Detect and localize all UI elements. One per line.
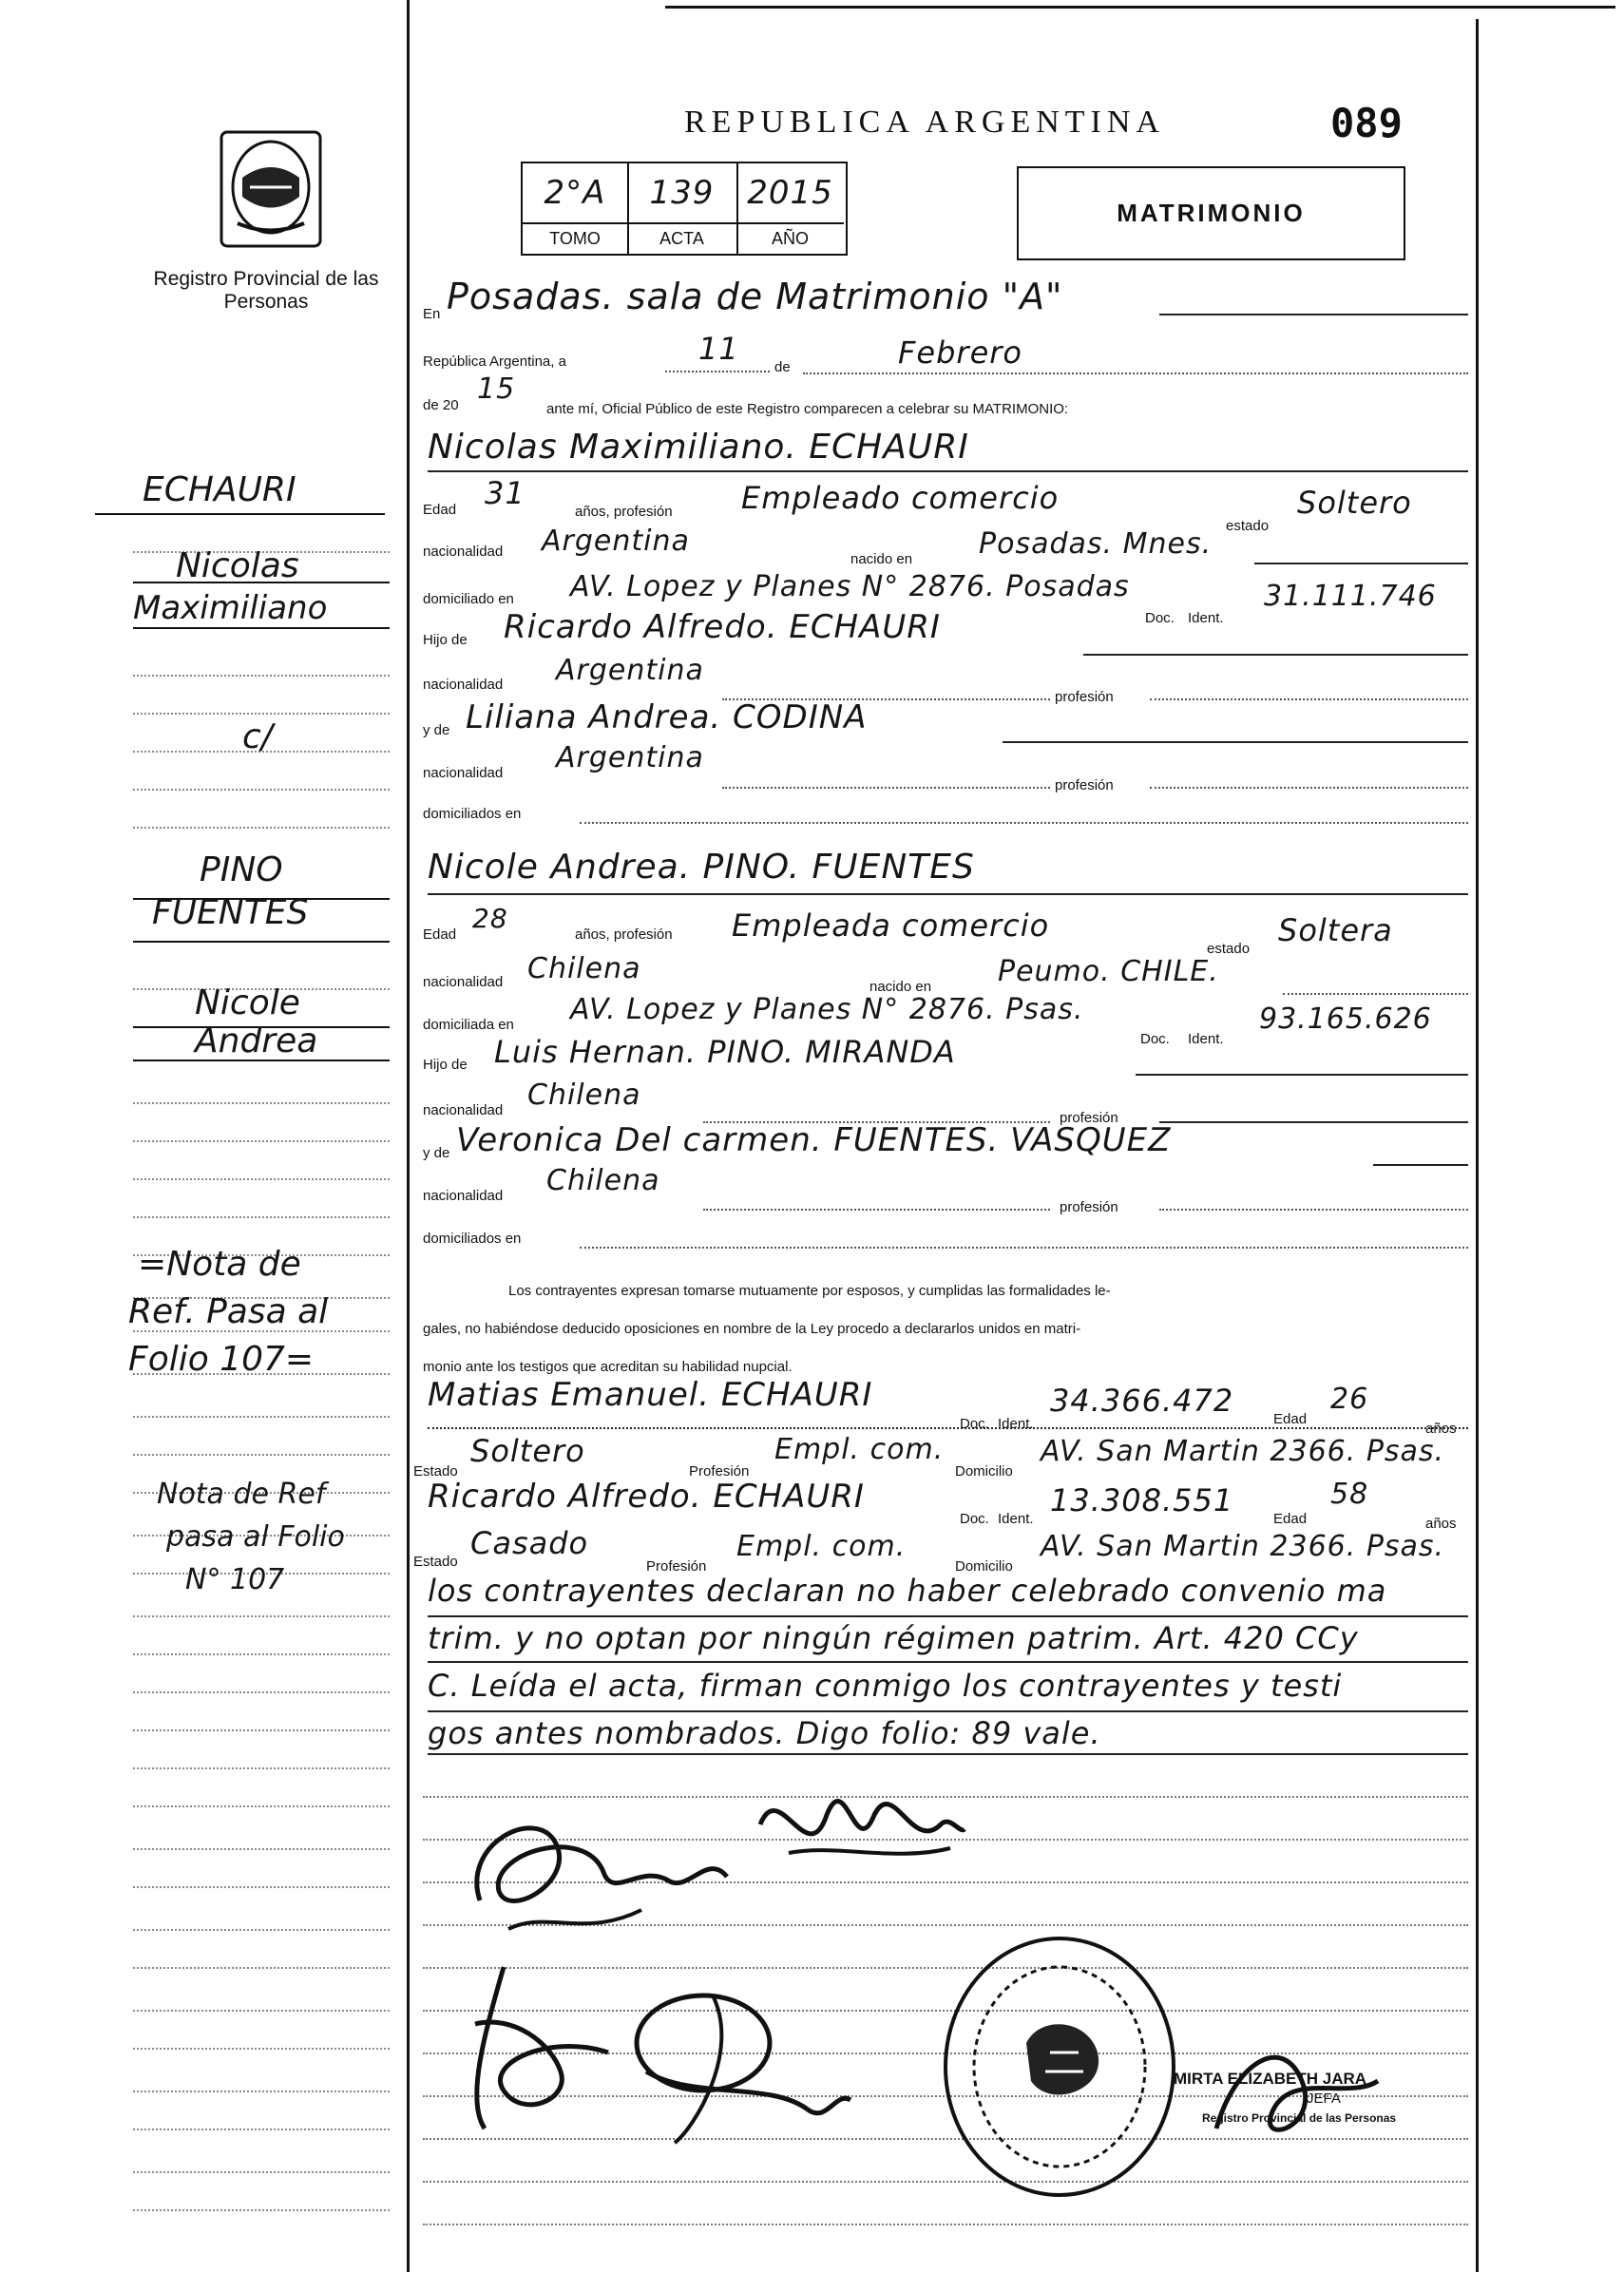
groom-father: Ricardo Alfredo. ECHAURI xyxy=(504,608,941,646)
official-signature-icon xyxy=(1197,2024,1387,2157)
anos-profesion-label-2: años, profesión xyxy=(575,926,673,943)
nacionalidad-label-6: nacionalidad xyxy=(423,1188,504,1204)
estado-label: estado xyxy=(1226,518,1270,534)
witness-2-age: 58 xyxy=(1330,1478,1369,1511)
nacionalidad-label-5: nacionalidad xyxy=(423,1102,504,1118)
groom-status: Soltero xyxy=(1297,485,1412,521)
y-de-label-2: y de xyxy=(423,1145,450,1161)
margin-note-2a: Nota de Ref xyxy=(157,1478,326,1511)
de-label: de xyxy=(774,359,791,375)
ident-label: Ident. xyxy=(1188,610,1224,626)
witness-1-address: AV. San Martin 2366. Psas. xyxy=(1041,1435,1445,1468)
witness-2-name: Ricardo Alfredo. ECHAURI xyxy=(428,1478,865,1516)
w2-domicilio-label: Domicilio xyxy=(955,1558,1013,1575)
republic-label: República Argentina, a xyxy=(423,353,566,370)
official-office: Registro Provincial de las Personas xyxy=(1202,2111,1397,2125)
witness-1-name: Matias Emanuel. ECHAURI xyxy=(428,1376,873,1414)
domiciliados-label: domiciliados en xyxy=(423,806,522,822)
groom-doc: 31.111.746 xyxy=(1264,580,1437,613)
w2-ident-label: Ident. xyxy=(998,1511,1034,1527)
acta-label: ACTA xyxy=(627,222,738,254)
witness-2-profession: Empl. com. xyxy=(736,1530,907,1563)
w1-anos-label: años xyxy=(1425,1421,1457,1437)
edad-label: Edad xyxy=(423,502,457,518)
place-value: Posadas. sala de Matrimonio "A" xyxy=(447,276,1063,317)
appear-text: ante mí, Oficial Público de este Registro comparecen a celebrar su MATRIMONIO: xyxy=(546,401,1069,417)
bride-doc: 93.165.626 xyxy=(1259,1002,1432,1036)
margin-name-groom-2: Maximiliano xyxy=(133,589,328,627)
doc-label-2: Doc. xyxy=(1140,1031,1170,1047)
w1-domicilio-label: Domicilio xyxy=(955,1463,1013,1480)
w1-estado-label: Estado xyxy=(413,1463,458,1480)
bride-age: 28 xyxy=(472,903,508,934)
ident-label-2: Ident. xyxy=(1188,1031,1224,1047)
groom-nationality: Argentina xyxy=(542,525,690,558)
groom-age: 31 xyxy=(485,475,525,511)
official-title: JEFA xyxy=(1307,2091,1341,2107)
anos-profesion-label: años, profesión xyxy=(575,504,673,520)
margin-name-groom-1: Nicolas xyxy=(176,546,299,585)
signature-1-icon xyxy=(451,1786,736,1957)
tomo-label: TOMO xyxy=(523,222,629,254)
signature-2-icon xyxy=(751,1758,969,1881)
profesion-label-1: profesión xyxy=(1055,689,1114,705)
witness-1-age: 26 xyxy=(1330,1383,1369,1416)
bride-nationality: Chilena xyxy=(527,952,641,985)
notes-line-4: gos antes nombrados. Digo folio: 89 vale. xyxy=(428,1715,1101,1751)
hijo-de-label: Hijo de xyxy=(423,632,468,648)
edad-label-2: Edad xyxy=(423,926,457,943)
profesion-label-3: profesión xyxy=(1060,1110,1118,1126)
year-suffix: 15 xyxy=(477,372,516,406)
witness-2-doc: 13.308.551 xyxy=(1050,1482,1234,1518)
margin-note-2b: pasa al Folio xyxy=(166,1520,345,1554)
margin-surname-bride-2: FUENTES xyxy=(152,893,309,932)
y-de-label: y de xyxy=(423,722,450,738)
bride-father: Luis Hernan. PINO. MIRANDA xyxy=(494,1034,956,1070)
witness-2-address: AV. San Martin 2366. Psas. xyxy=(1041,1530,1445,1563)
nacionalidad-label-3: nacionalidad xyxy=(423,765,504,781)
nacida-label: nacido en xyxy=(869,979,932,995)
w1-ident-label: Ident. xyxy=(998,1416,1034,1432)
margin-note-1c: Folio 107= xyxy=(128,1340,315,1379)
declaration-line-1: Los contrayentes expresan tomarse mutuamente por esposos, y cumplidas las formalidades le- xyxy=(508,1283,1111,1299)
folio-number: 089 xyxy=(1330,100,1403,146)
nacionalidad-label: nacionalidad xyxy=(423,544,504,560)
bride-address: AV. Lopez y Planes N° 2876. Psas. xyxy=(570,993,1084,1026)
groom-full-name: Nicolas Maximiliano. ECHAURI xyxy=(428,428,969,467)
w2-estado-label: Estado xyxy=(413,1554,458,1570)
w2-anos-label: años xyxy=(1425,1516,1457,1532)
nacionalidad-label-2: nacionalidad xyxy=(423,677,504,693)
w2-doc-label: Doc. xyxy=(960,1511,989,1527)
groom-mother: Liliana Andrea. CODINA xyxy=(466,698,868,736)
margin-name-bride-1: Nicole xyxy=(195,983,300,1022)
day-value: 11 xyxy=(698,331,739,367)
profesion-label-2: profesión xyxy=(1055,777,1114,793)
registry-label: Registro Provincial de las Personas xyxy=(153,268,379,313)
nacionalidad-label-4: nacionalidad xyxy=(423,974,504,990)
profesion-label-4: profesión xyxy=(1060,1199,1118,1215)
margin-left-rule xyxy=(407,0,410,2272)
declaration-line-3: monio ante los testigos que acreditan su habilidad nupcial. xyxy=(423,1359,793,1375)
w2-edad-label: Edad xyxy=(1273,1511,1308,1527)
ano-label: AÑO xyxy=(736,222,844,254)
bride-full-name: Nicole Andrea. PINO. FUENTES xyxy=(428,848,975,887)
month-value: Febrero xyxy=(898,334,1022,371)
w1-profesion-label: Profesión xyxy=(689,1463,750,1480)
w1-edad-label: Edad xyxy=(1273,1411,1308,1427)
signature-4-icon xyxy=(618,1957,855,2148)
witness-1-profession: Empl. com. xyxy=(774,1433,945,1466)
witness-2-status: Casado xyxy=(470,1525,589,1561)
w1-doc-label: Doc. xyxy=(960,1416,989,1432)
margin-name-bride-2: Andrea xyxy=(195,1021,318,1060)
witness-1-doc: 34.366.472 xyxy=(1050,1383,1234,1419)
tomo-acta-box xyxy=(521,162,848,256)
w2-profesion-label: Profesión xyxy=(646,1558,707,1575)
margin-surname-groom: ECHAURI xyxy=(143,470,296,509)
domiciliados-label-2: domiciliados en xyxy=(423,1231,522,1247)
declaration-line-2: gales, no habiéndose deducido oposiciones en nombre de la Ley procedo a declararlos unidos en matri- xyxy=(423,1321,1081,1337)
year-prefix: de 20 xyxy=(423,397,459,413)
page-top-rule xyxy=(665,6,1615,9)
doc-label: Doc. xyxy=(1145,610,1175,626)
acta-value: 139 xyxy=(627,163,738,222)
bride-father-nationality: Chilena xyxy=(527,1079,641,1112)
estado-label-2: estado xyxy=(1207,941,1251,957)
official-name: MIRTA ELIZABETH JARA xyxy=(1174,2070,1367,2088)
margin-note-1b: Ref. Pasa al xyxy=(128,1292,329,1331)
nacido-label: nacido en xyxy=(850,551,913,567)
groom-birthplace: Posadas. Mnes. xyxy=(979,527,1213,561)
groom-address: AV. Lopez y Planes N° 2876. Posadas xyxy=(570,570,1130,603)
domiciliado-label: domiciliado en xyxy=(423,591,514,607)
official-stamp-icon xyxy=(936,1929,1183,2205)
groom-mother-nationality: Argentina xyxy=(556,741,704,774)
bride-status: Soltera xyxy=(1278,912,1393,948)
tomo-value: 2°A xyxy=(523,163,629,222)
hijo-de-label-2: Hijo de xyxy=(423,1057,468,1073)
margin-conjunction: c/ xyxy=(242,717,273,756)
notes-line-3: C. Leída el acta, firman conmigo los contrayentes y testi xyxy=(428,1668,1343,1704)
notes-line-2: trim. y no optan por ningún régimen patrim. Art. 420 CCy xyxy=(428,1620,1359,1656)
bride-mother: Veronica Del carmen. FUENTES. VASQUEZ xyxy=(456,1121,1172,1159)
margin-surname-bride-1: PINO xyxy=(200,850,283,889)
bride-birthplace: Peumo. CHILE. xyxy=(998,955,1219,988)
country-title: REPUBLICA ARGENTINA xyxy=(684,105,1165,140)
domiciliada-label: domiciliada en xyxy=(423,1017,514,1033)
document-type-box: MATRIMONIO xyxy=(1017,166,1405,260)
notes-line-1: los contrayentes declaran no haber celebrado convenio ma xyxy=(428,1573,1387,1609)
signature-3-icon xyxy=(447,1957,637,2138)
margin-note-2c: N° 107 xyxy=(185,1563,285,1596)
witness-1-status: Soltero xyxy=(470,1433,585,1469)
en-label: En xyxy=(423,306,441,322)
form-right-rule xyxy=(1476,19,1479,2272)
groom-father-nationality: Argentina xyxy=(556,654,704,687)
groom-profession: Empleado comercio xyxy=(741,480,1060,516)
bride-profession: Empleada comercio xyxy=(732,907,1050,944)
bride-mother-nationality: Chilena xyxy=(546,1164,660,1197)
ano-value: 2015 xyxy=(747,174,833,212)
margin-note-1a: =Nota de xyxy=(138,1245,301,1284)
provincial-seal-icon xyxy=(214,128,328,252)
